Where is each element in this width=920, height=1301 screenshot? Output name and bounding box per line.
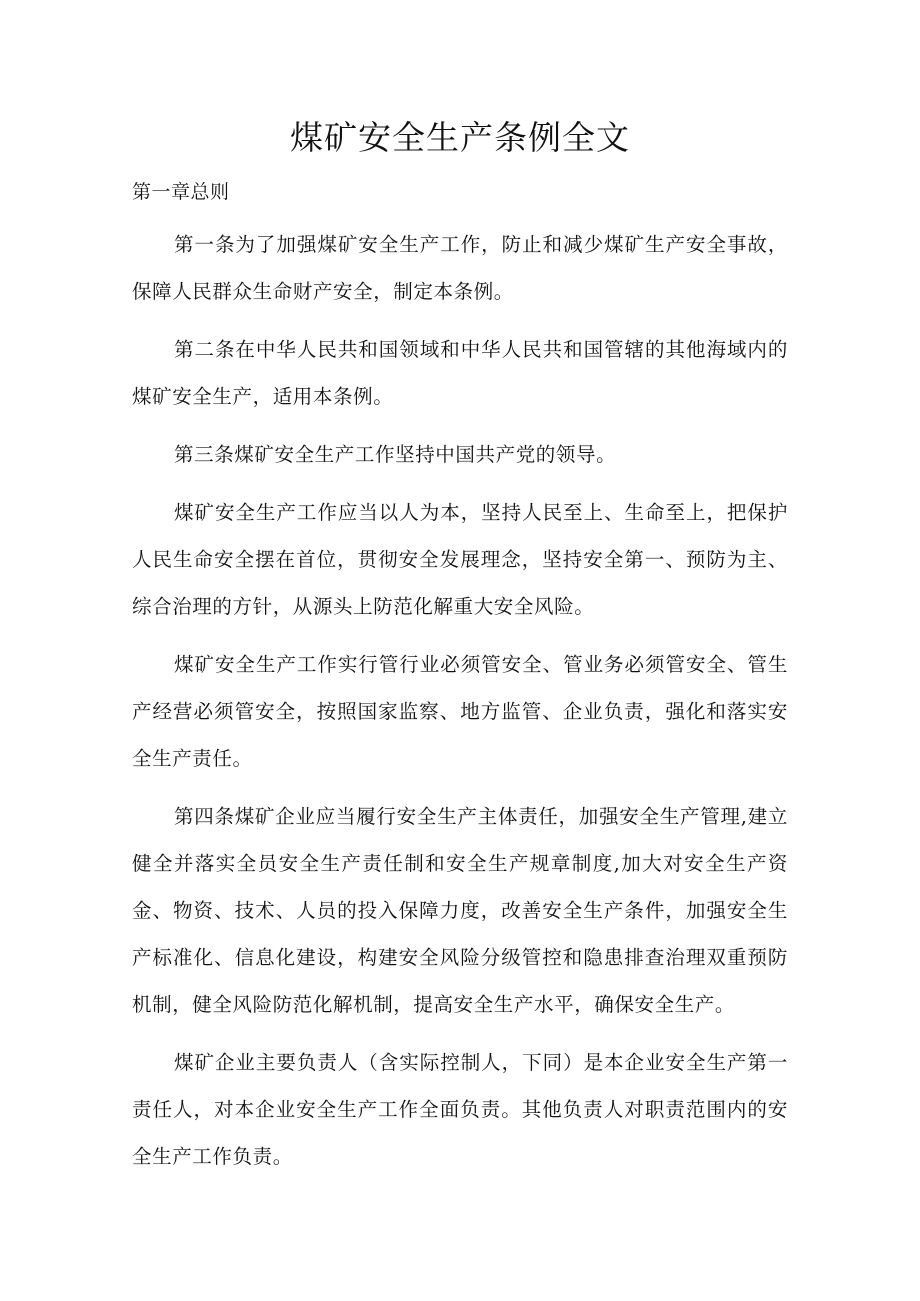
paragraph-article-3: 第三条煤矿安全生产工作坚持中国共产党的领导。 <box>174 443 617 466</box>
chapter-heading: 第一章总则 <box>132 181 230 203</box>
paragraph-article-4: 第四条煤矿企业应当履行安全生产主体责任，加强安全生产管理,建立健全并落实全员安全生产责任制和安全生产规章制度,加大对安全生产资金、物资、技术、人员的投入保障力度，改善安全生产条件，加强安全生产标准化、信息化建设，构建安全风险分级管控和隐患排查治理双重预防机制，健全风险防范化解机制，提高安全生产水平，确保安全生产。 <box>132 805 788 1016</box>
paragraph-article-2: 第二条在中华人民共和国领域和中华人民共和国管辖的其他海域内的煤矿安全生产，适用本条例。 <box>132 338 788 408</box>
paragraph-article-3-cont-2: 煤矿安全生产工作实行管行业必须管安全、管业务必须管安全、管生产经营必须管安全，按照国家监察、地方监管、企业负责，强化和落实安全生产责任。 <box>132 653 788 770</box>
paragraph-article-4-cont: 煤矿企业主要负责人（含实际控制人，下同）是本企业安全生产第一责任人，对本企业安全生产工作全面负责。其他负责人对职责范围内的安全生产工作负责。 <box>132 1051 788 1168</box>
paragraph-article-3-cont-1: 煤矿安全生产工作应当以人为本，坚持人民至上、生命至上，把保护人民生命安全摆在首位，贯彻安全发展理念，坚持安全第一、预防为主、综合治理的方针，从源头上防范化解重大安全风险。 <box>132 501 788 618</box>
paragraph-article-1: 第一条为了加强煤矿安全生产工作，防止和减少煤矿生产安全事故，保障人民群众生命财产安全，制定本条例。 <box>132 233 788 303</box>
document-title: 煤矿安全生产条例全文 <box>290 118 630 157</box>
